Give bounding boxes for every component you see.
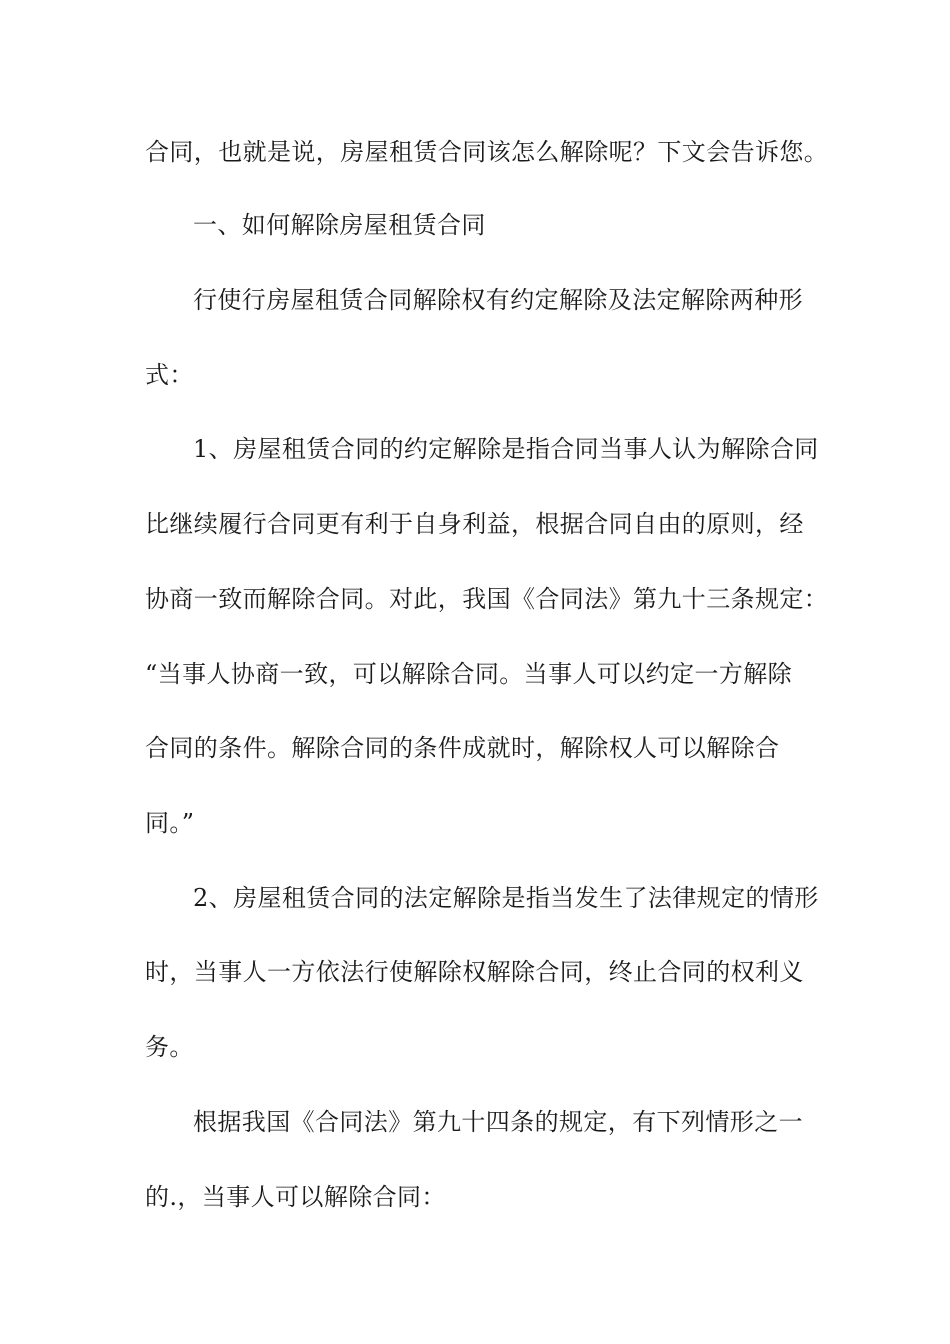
text-line: 时，当事人一方依法行使解除权解除合同，终止合同的权利义 xyxy=(145,958,804,986)
text-line: 协商一致而解除合同。对此，我国《合同法》第九十三条规定： xyxy=(145,585,829,613)
text-line: 合同，也就是说，房屋租赁合同该怎么解除呢？下文会告诉您。 xyxy=(145,138,829,166)
section-heading: 一、如何解除房屋租赁合同 xyxy=(193,211,486,239)
text-line: 同。” xyxy=(145,809,195,837)
text-line: 务。 xyxy=(145,1033,194,1061)
text-line: 2、房屋租赁合同的法定解除是指当发生了法律规定的情形 xyxy=(193,884,819,912)
text-line: 1、房屋租赁合同的约定解除是指合同当事人认为解除合同 xyxy=(193,435,819,463)
text-line: 行使行房屋租赁合同解除权有约定解除及法定解除两种形 xyxy=(193,286,803,314)
text-line: 根据我国《合同法》第九十四条的规定，有下列情形之一 xyxy=(193,1108,803,1136)
text-line: 的.，当事人可以解除合同： xyxy=(145,1183,446,1211)
text-line: 比继续履行合同更有利于自身利益，根据合同自由的原则，经 xyxy=(145,510,804,538)
text-line: “当事人协商一致，可以解除合同。当事人可以约定一方解除 xyxy=(145,660,793,688)
text-line: 式： xyxy=(145,361,194,389)
text-line: 合同的条件。解除合同的条件成就时，解除权人可以解除合 xyxy=(145,734,780,762)
